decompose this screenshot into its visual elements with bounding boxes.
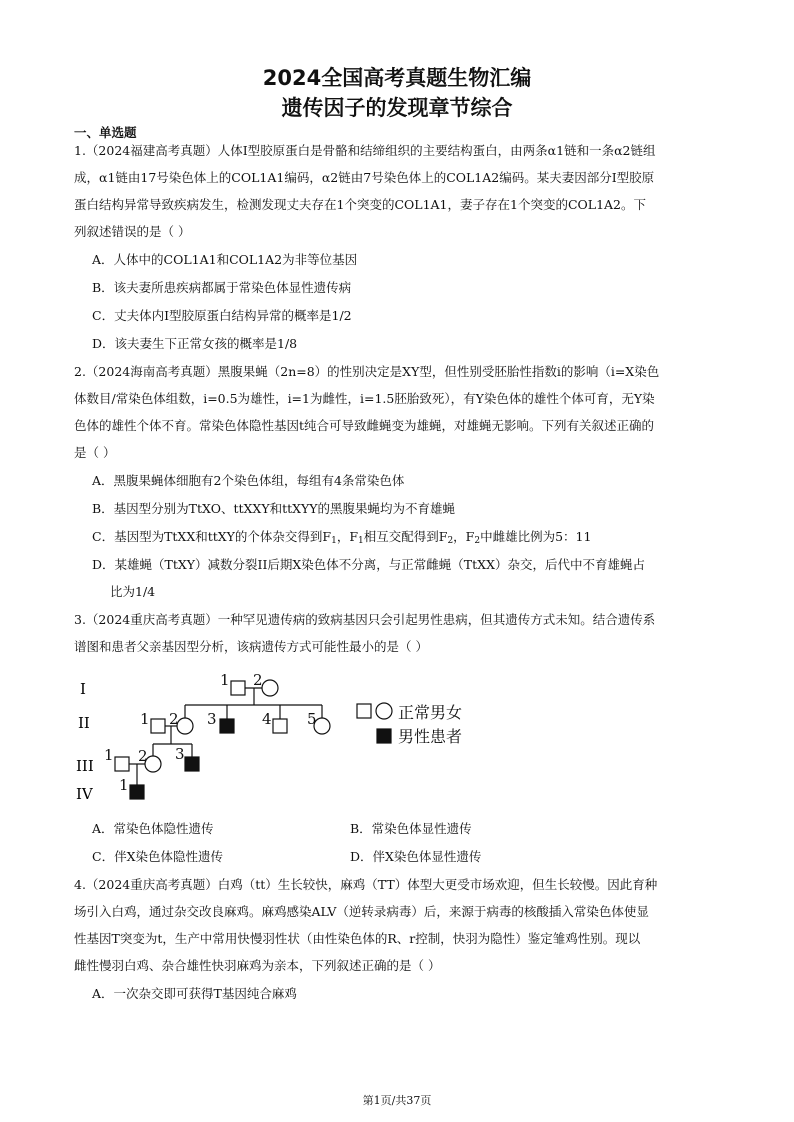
gen-label-3: III: [76, 757, 94, 775]
legend-normal-label: 正常男女: [398, 703, 463, 722]
q3-line2: 谱图和患者父亲基因型分析，该病遗传方式可能性最小的是（ ）: [74, 639, 428, 654]
q3-option-a: A．常染色体隐性遗传: [92, 821, 214, 836]
q3-option-c: C．伴X染色体隐性遗传: [92, 849, 223, 864]
pedigree-III1-male: [115, 757, 129, 771]
pedigree-num: 2: [253, 671, 263, 689]
q1-line1: 1.（2024福建高考真题）人体Ⅰ型胶原蛋白是骨骼和结缔组织的主要结构蛋白，由两条α1链和一条α2链组: [74, 143, 656, 158]
pedigree-num: 3: [207, 710, 217, 728]
q2-option-d-line2: 比为1/4: [110, 584, 156, 599]
q4-line3: 性基因T突变为t，生产中常用快慢羽性状（由性染色体的R、r控制，快羽为隐性）鉴定雏鸡性别。现以: [74, 931, 641, 946]
pedigree-III3-affected-male: [185, 757, 199, 771]
q1-line4: 列叙述错误的是（ ）: [74, 224, 191, 239]
q1-option-d: D．该夫妻生下正常女孩的概率是1/8: [92, 336, 298, 351]
q3-line1: 3.（2024重庆高考真题）一种罕见遗传病的致病基因只会引起男性患病，但其遗传方式未知。结合遗传系: [74, 612, 656, 627]
q2-option-c: C．基因型为TtXX和ttXY的个体杂交得到$F_1$，$F_1$相互交配得到$F_2$，$F_2$中雌雄比例为5：11: [92, 529, 592, 546]
q3-option-d: D．伴X染色体显性遗传: [350, 849, 482, 864]
q4-option-a: A．一次杂交即可获得T基因纯合麻鸡: [92, 986, 297, 1001]
q2-option-a: A．黑腹果蝇体细胞有2个染色体组，每组有4条常染色体: [92, 473, 405, 488]
pedigree-num: 1: [140, 710, 150, 728]
q3-option-b: B．常染色体显性遗传: [350, 821, 472, 836]
section-heading: 一、单选题: [74, 125, 137, 140]
pedigree-num: 1: [104, 746, 114, 764]
q1-option-b: B．该夫妻所患疾病都属于常染色体显性遗传病: [92, 280, 352, 295]
q2-line2: 体数目/常染色体组数，i=0.5为雄性，i=1为雌性，i=1.5胚胎致死），有Y染色体的雄性个体可育，无Y染: [74, 391, 655, 406]
pedigree-chart: [0, 660, 794, 810]
q2-line1: 2.（2024海南高考真题）黑腹果蝇（2n=8）的性别决定是XY型，但性别受胚胎性指数i的影响（i=X染色: [74, 364, 660, 379]
q1-option-c: C．丈夫体内Ⅰ型胶原蛋白结构异常的概率是1/2: [92, 308, 352, 323]
q2-line4: 是（ ）: [74, 445, 116, 460]
legend-female-icon: [376, 703, 392, 719]
pedigree-I1-male: [231, 681, 245, 695]
pedigree-num: 3: [175, 745, 185, 763]
pedigree-IV1-affected-male: [130, 785, 144, 799]
pedigree-num: 1: [220, 671, 230, 689]
q1-line2: 成，α1链由17号染色体上的COL1A1编码，α2链由7号染色体上的COL1A2编码。某夫妻因部分Ⅰ型胶原: [74, 170, 655, 185]
pedigree-num: 4: [262, 710, 272, 728]
pedigree-II4-male: [273, 719, 287, 733]
q2-line3: 色体的雄性个体不育。常染色体隐性基因t纯合可导致雌蝇变为雄蝇，对雄蝇无影响。下列有关叙述正确的: [74, 418, 655, 433]
q4-line1: 4.（2024重庆高考真题）白鸡（tt）生长较快，麻鸡（TT）体型大更受市场欢迎，但生长较慢。因此育种: [74, 877, 658, 892]
pedigree-num: 1: [119, 776, 129, 794]
q1-option-a: A．人体中的COL1A1和COL1A2为非等位基因: [92, 252, 358, 267]
page-subtitle: 遗传因子的发现章节综合: [281, 96, 513, 120]
page-title: 2024全国高考真题生物汇编: [262, 66, 532, 90]
q4-line2: 场引入白鸡，通过杂交改良麻鸡。麻鸡感染ALV（逆转录病毒）后，来源于病毒的核酸插入常染色体使显: [74, 904, 649, 919]
q4-line4: 雌性慢羽白鸡、杂合雄性快羽麻鸡为亲本，下列叙述正确的是（ ）: [74, 958, 441, 973]
q2-option-b: B．基因型分别为TtXO、ttXXY和ttXYY的黑腹果蝇均为不育雄蝇: [92, 501, 456, 516]
pedigree-num: 2: [169, 710, 179, 728]
pedigree-II3-affected-male: [220, 719, 234, 733]
gen-label-4: IV: [76, 785, 93, 803]
pedigree-I2-female: [262, 680, 278, 696]
q2-option-d-line1: D．某雄蝇（TtXY）减数分裂II后期X染色体不分离，与正常雌蝇（TtXX）杂交，后代中不育雄蝇占: [92, 557, 645, 572]
pedigree-num: 5: [307, 710, 317, 728]
q1-line3: 蛋白结构异常导致疾病发生，检测发现丈夫存在1个突变的COL1A1，妻子存在1个突变的COL1A2。下: [74, 197, 646, 212]
page-footer: 第1页/共37页: [362, 1094, 432, 1107]
pedigree-II1-male: [151, 719, 165, 733]
legend-male-icon: [357, 704, 371, 718]
legend-affected-label: 男性患者: [398, 727, 463, 746]
legend-affected-icon: [377, 729, 391, 743]
gen-label-1: I: [80, 680, 86, 698]
pedigree-II2-female: [177, 718, 193, 734]
pedigree-num: 2: [138, 747, 148, 765]
gen-label-2: II: [78, 714, 90, 732]
